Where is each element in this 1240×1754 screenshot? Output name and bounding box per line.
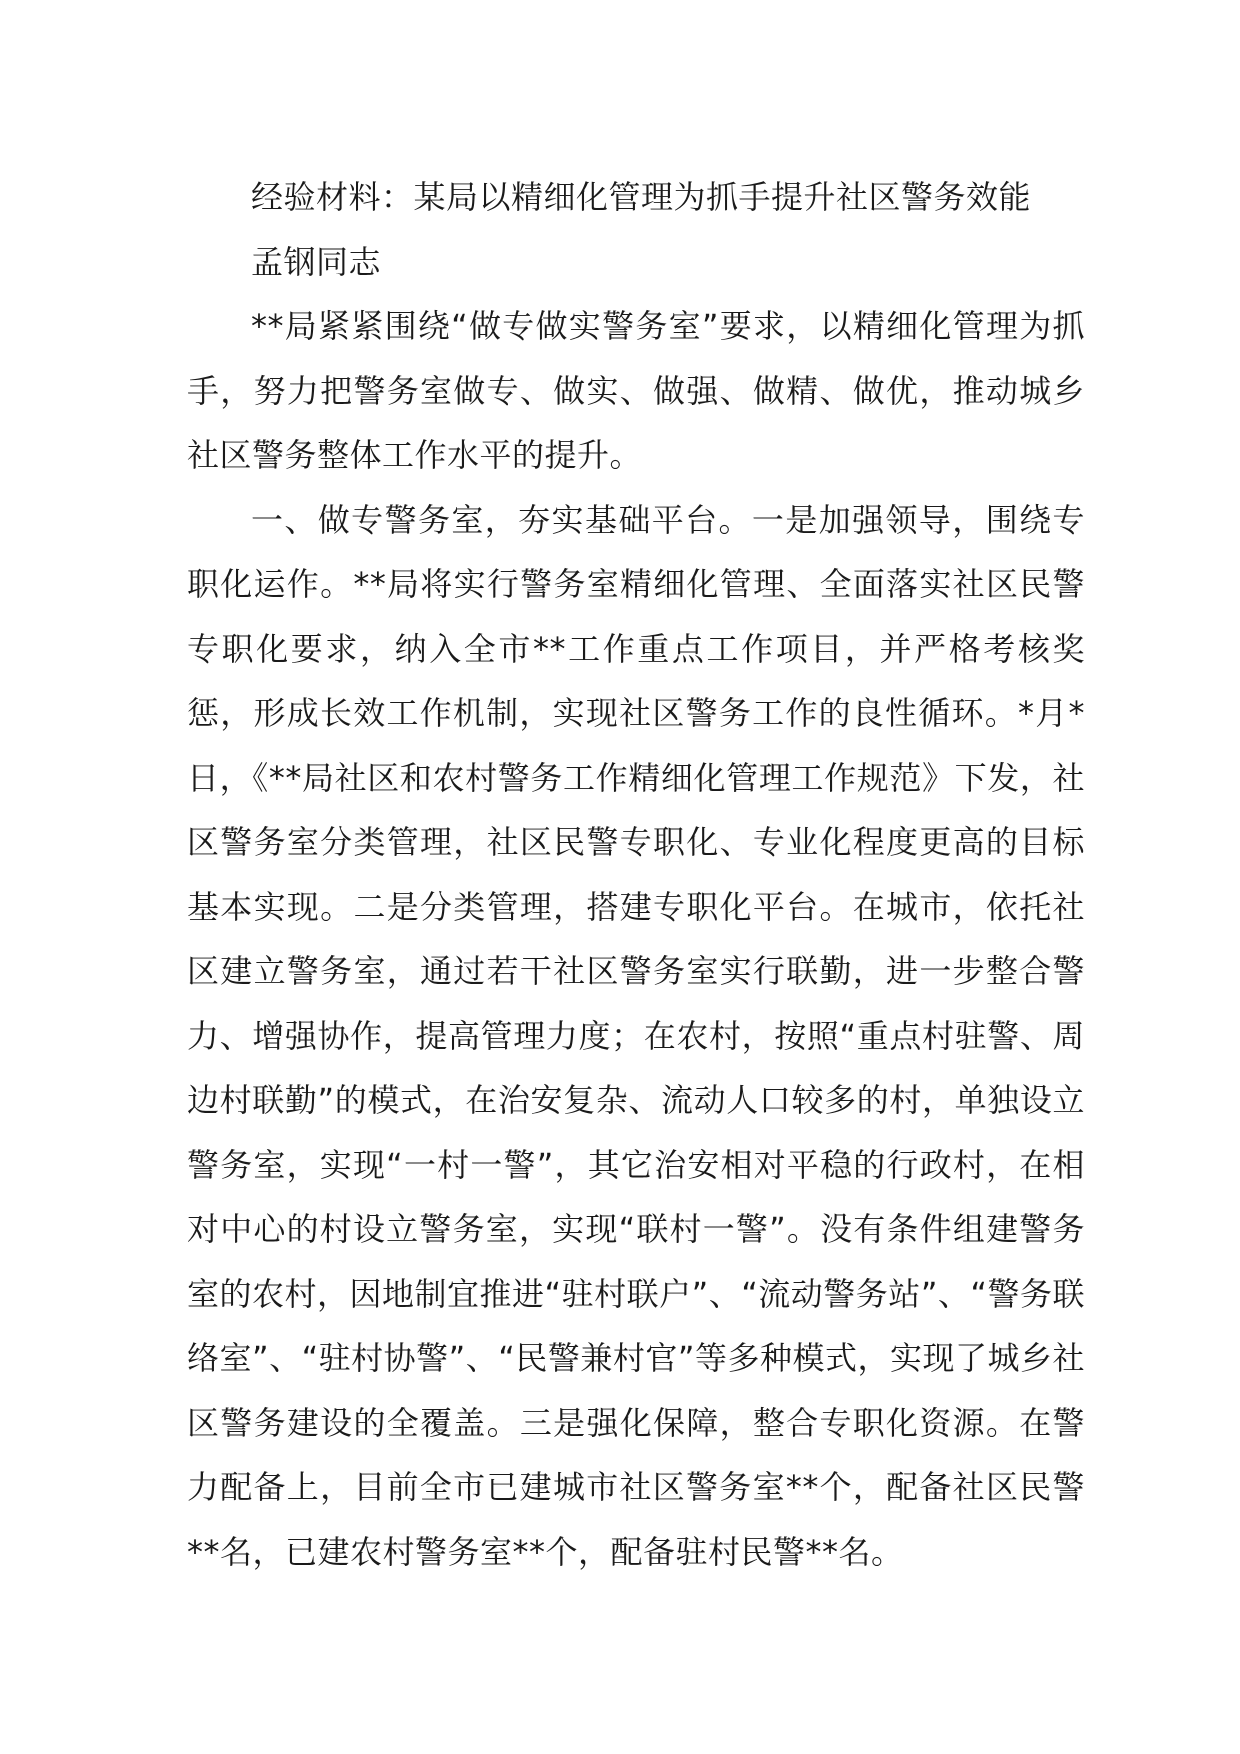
document-title: 经验材料：某局以精细化管理为抓手提升社区警务效能 xyxy=(251,178,1032,216)
document-body xyxy=(187,165,1085,1584)
paragraph-intro: **局紧紧围绕“做专做实警务室”要求，以精细化管理为抓手，努力把警务室做专、做实、做强、做精、做优，推动城乡社区警务整体工作水平的提升。 xyxy=(187,307,1085,474)
document-author: 孟钢同志 xyxy=(251,242,382,281)
paragraph-section-one: 一、做专警务室，夯实基础平台。一是加强领导，围绕专职化运作。**局将实行警务室精细化管理、全面落实社区民警专职化要求，纳入全市**工作重点工作项目，并严格考核奖惩，形成长效工作机制，实现社区警务工作的良性循环。*月*日，《**局社区和农村警务工作精细化管理工作规范》下发，社区警务室分类管理，社区民警专职化、专业化程度更高的目标基本实现。二是分类管理，搭建专职化平台。在城市，依托社区建立警务室，通过若干社区警务室实行联勤，进一步整合警力、增强协作，提高管理力度；在农村，按照“重点村驻警、周边村联勤”的模式，在治安复杂、流动人口较多的村，单独设立警务室，实现“一村一警”，其它治安相对平稳的行政村，在相对中心的村设立警务室，实现“联村一警”。没有条件组建警务室的农村，因地制宜推进“驻村联户”、“流动警务站”、“警务联络室”、“驻村协警”、“民警兼村官”等多种模式，实现了城乡社区警务建设的全覆盖。三是强化保障，整合专职化资源。在警力配备上，目前全市已建城市社区警务室**个，配备社区民警**名，已建农村警务室**个，配备驻村民警**名。 xyxy=(187,500,1085,1571)
